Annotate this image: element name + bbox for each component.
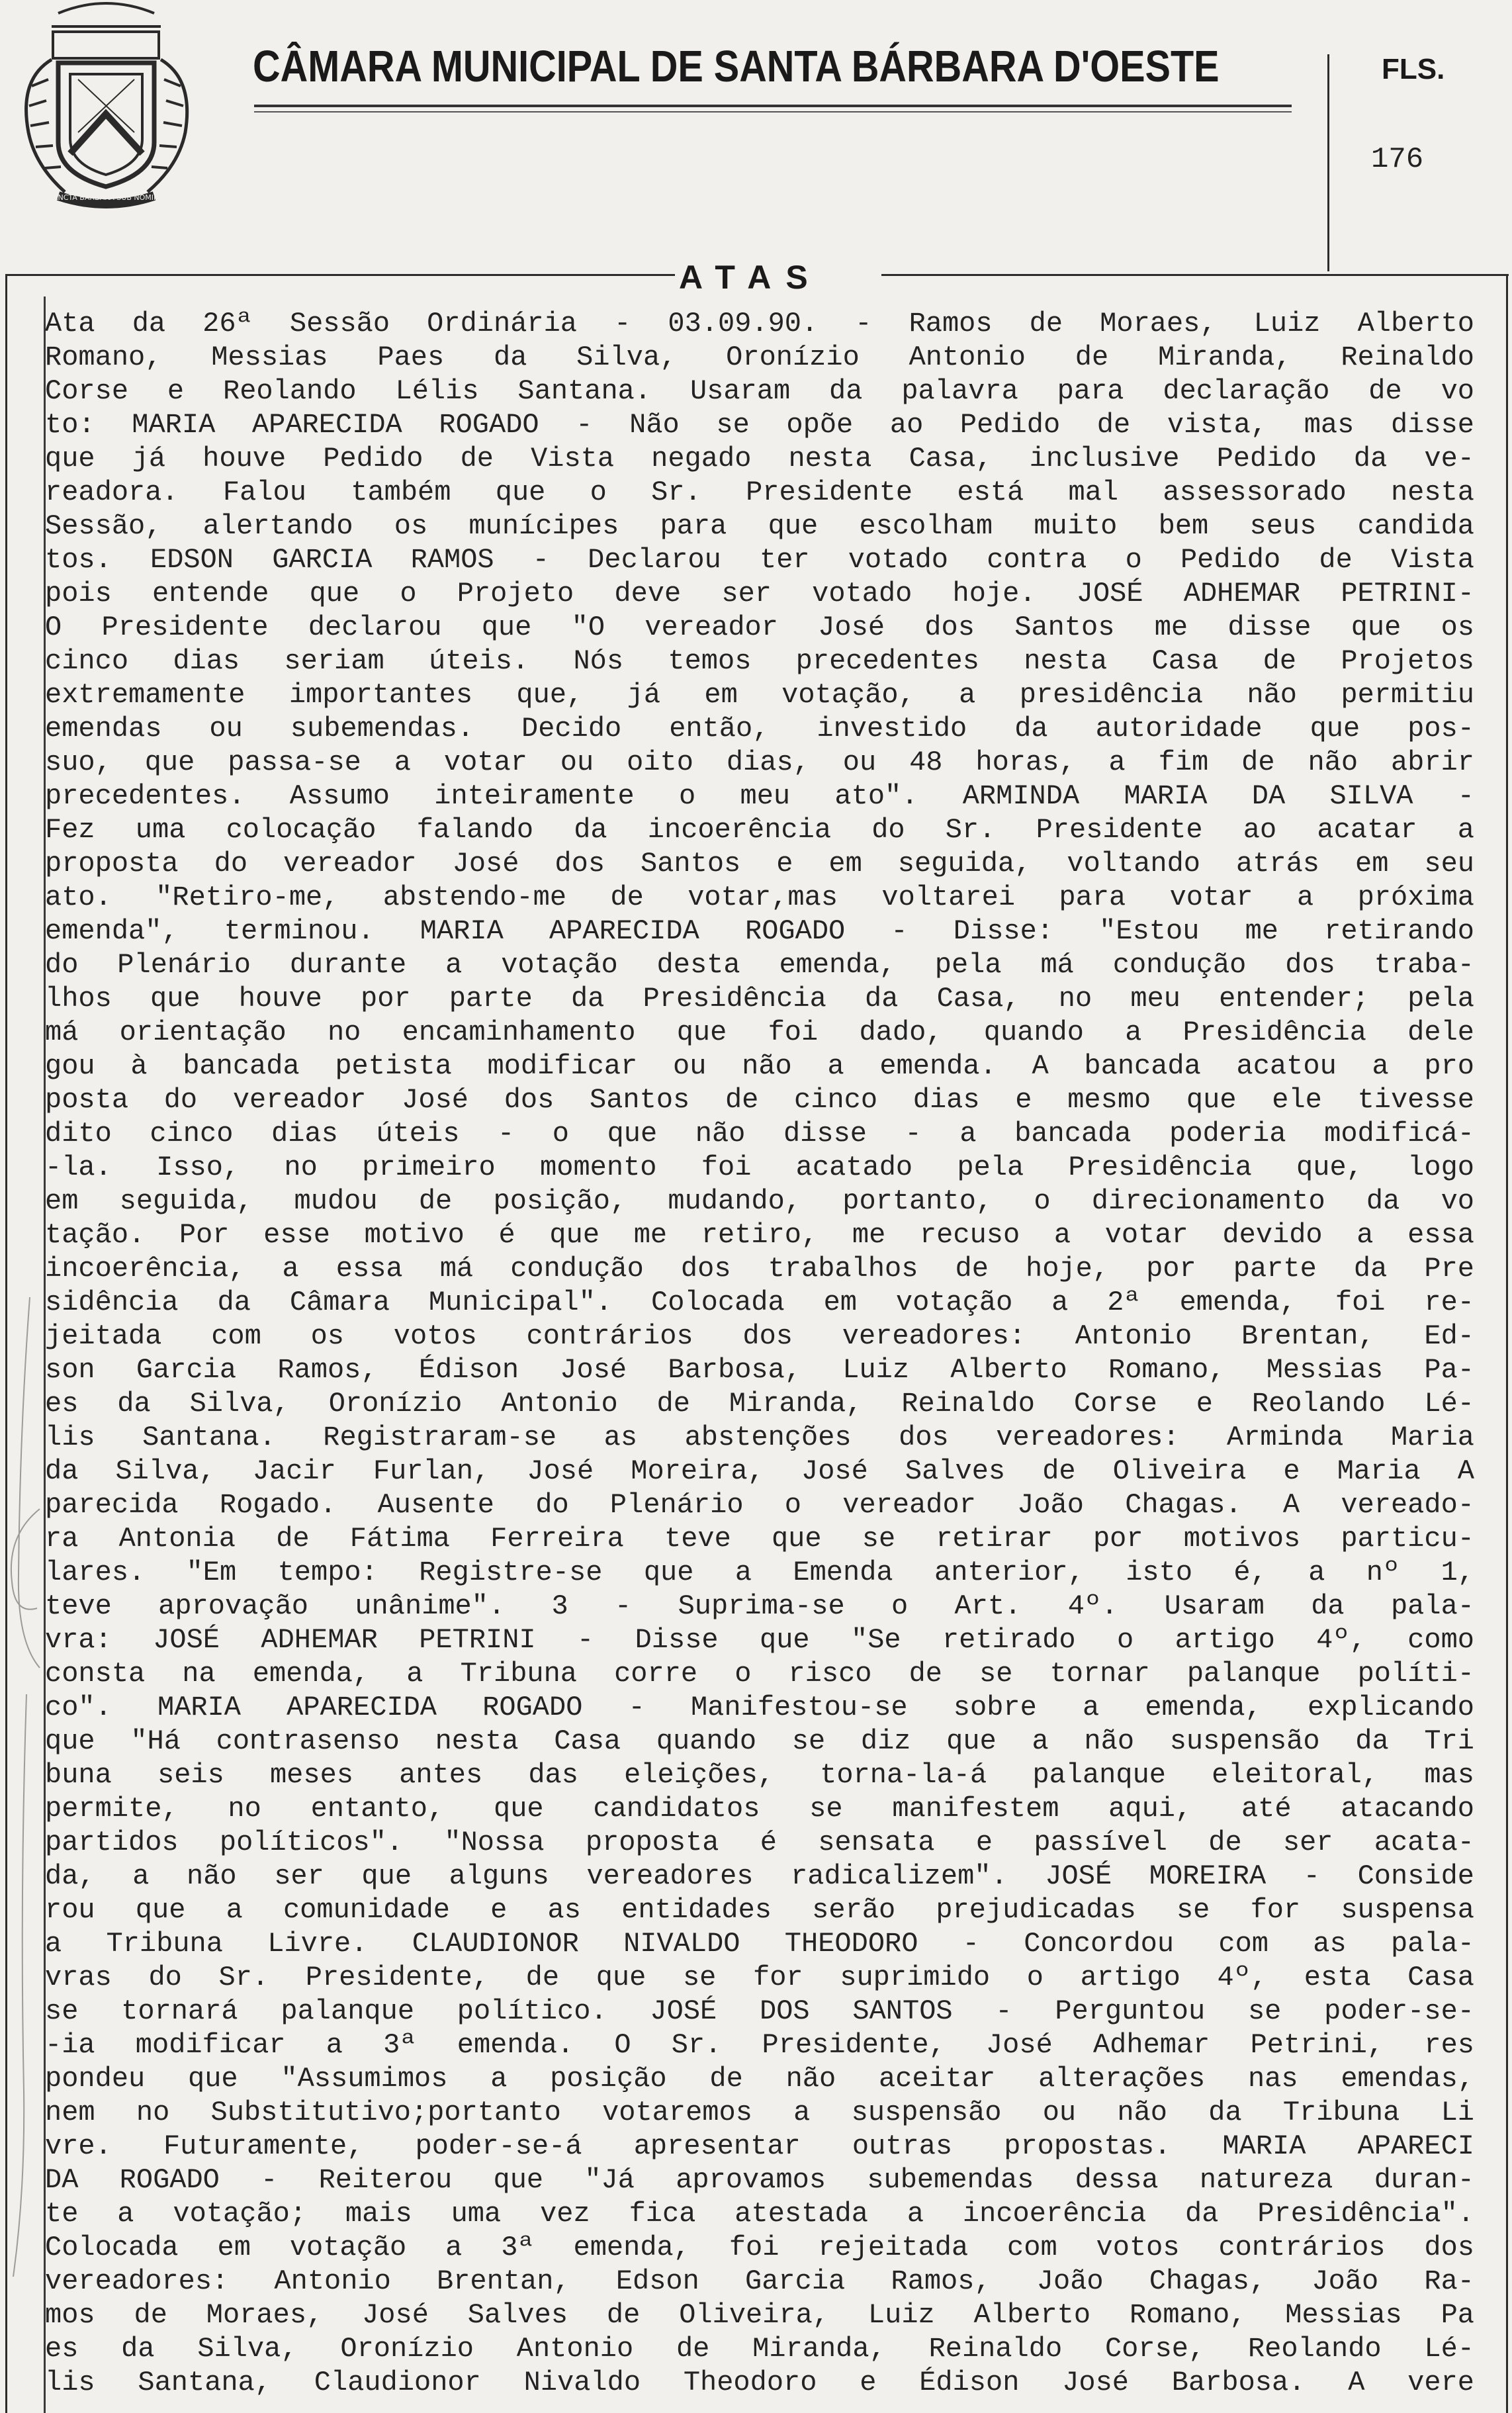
text-line: son Garcia Ramos, Édison José Barbosa, Luiz Alberto Romano, Messias Pa- (45, 1354, 1474, 1386)
text-line: parecida Rogado. Ausente do Plenário o vereador João Chagas. A vereado- (45, 1489, 1474, 1521)
text-line: es da Silva, Oronízio Antonio de Miranda, Reinaldo Corse e Reolando Lé- (45, 1388, 1474, 1420)
text-line: gou à bancada petista modificar ou não a emenda. A bancada acatou a pro (45, 1050, 1474, 1082)
minutes-text (45, 307, 1474, 2400)
frame-right-border (1506, 274, 1508, 2413)
text-line: partidos políticos". "Nossa proposta é sensata e passível de ser acata- (45, 1827, 1474, 1858)
section-rule-right (881, 274, 1509, 276)
text-line: extremamente importantes que, já em votação, a presidência não permitiu (45, 679, 1474, 711)
text-line: Colocada em votação a 3ª emenda, foi rejeitada com votos contrários dos (45, 2232, 1474, 2263)
text-line: dito cinco dias úteis - o que não disse - a bancada poderia modificá- (45, 1118, 1474, 1150)
text-line: O Presidente declarou que "O vereador José dos Santos me disse que os (45, 612, 1474, 643)
text-line: tos. EDSON GARCIA RAMOS - Declarou ter votado contra o Pedido de Vista (45, 544, 1474, 576)
text-line: do Plenário durante a votação desta emenda, pela má condução dos traba- (45, 949, 1474, 981)
text-line: Sessão, alertando os munícipes para que escolham muito bem seus candida (45, 510, 1474, 542)
text-line: jeitada com os votos contrários dos vereadores: Antonio Brentan, Ed- (45, 1320, 1474, 1352)
folio-label: FLS. (1382, 53, 1445, 85)
text-line: consta na emenda, a Tribuna corre o risco de se tornar palanque políti- (45, 1658, 1474, 1690)
text-line: teve aprovação unânime". 3 - Suprima-se o Art. 4º. Usaram da pala- (45, 1590, 1474, 1622)
text-line: ato. "Retiro-me, abstendo-me de votar,mas voltarei para votar a próxima (45, 882, 1474, 913)
text-line: Romano, Messias Paes da Silva, Oronízio Antonio de Miranda, Reinaldo (45, 341, 1474, 373)
folio-number: 176 (1371, 143, 1424, 176)
text-line: lhos que houve por parte da Presidência da Casa, no meu entender; pela (45, 983, 1474, 1015)
title-underline-secondary (254, 111, 1292, 113)
header-divider (1327, 54, 1329, 271)
text-line: emenda", terminou. MARIA APARECIDA ROGADO - Disse: "Estou me retirando (45, 915, 1474, 947)
text-line: DA ROGADO - Reiterou que "Já aprovamos subemendas dessa natureza duran- (45, 2164, 1474, 2196)
text-line: vre. Futuramente, poder-se-á apresentar outras propostas. MARIA APARECI (45, 2130, 1474, 2162)
text-line: vereadores: Antonio Brentan, Edson Garcia Ramos, João Chagas, João Ra- (45, 2265, 1474, 2297)
institution-title: CÂMARA MUNICIPAL DE SANTA BÁRBARA D'OESTE (253, 42, 1220, 91)
text-line: nem no Substitutivo;portanto votaremos a suspensão ou não da Tribuna Li (45, 2097, 1474, 2128)
text-line: ra Antonia de Fátima Ferreira teve que se retirar por motivos particu- (45, 1523, 1474, 1555)
text-line: -la. Isso, no primeiro momento foi acatado pela Presidência que, logo (45, 1152, 1474, 1183)
text-line: da, a não ser que alguns vereadores radicalizem". JOSÉ MOREIRA - Conside (45, 1860, 1474, 1892)
text-line: em seguida, mudou de posição, mudando, portanto, o direcionamento da vo (45, 1185, 1474, 1217)
text-line: se tornará palanque político. JOSÉ DOS SANTOS - Perguntou se poder-se- (45, 1995, 1474, 2027)
text-line: tação. Por esse motivo é que me retiro, me recuso a votar devido a essa (45, 1219, 1474, 1251)
text-line: sidência da Câmara Municipal". Colocada em votação a 2ª emenda, foi re- (45, 1287, 1474, 1318)
text-line: -ia modificar a 3ª emenda. O Sr. Presidente, José Adhemar Petrini, res (45, 2029, 1474, 2061)
text-line: posta do vereador José dos Santos de cinco dias e mesmo que ele tivesse (45, 1084, 1474, 1116)
section-title: ATAS (679, 259, 823, 296)
text-line: Corse e Reolando Lélis Santana. Usaram da palavra para declaração de vo (45, 375, 1474, 407)
text-line: es da Silva, Oronízio Antonio de Miranda, Reinaldo Corse, Reolando Lé- (45, 2333, 1474, 2365)
text-line: que "Há contrasenso nesta Casa quando se diz que a não suspensão da Tri (45, 1725, 1474, 1757)
seal-motto: SANCTA BARBARA SUB NOMINE (48, 193, 164, 202)
text-line: co". MARIA APARECIDA ROGADO - Manifestou-se sobre a emenda, explicando (45, 1692, 1474, 1723)
text-line: da Silva, Jacir Furlan, José Moreira, José Salves de Oliveira e Maria A (45, 1455, 1474, 1487)
text-line: readora. Falou também que o Sr. Presidente está mal assessorado nesta (45, 477, 1474, 508)
text-line: rou que a comunidade e as entidades serão prejudicadas se for suspensa (45, 1894, 1474, 1926)
text-line: Fez uma colocação falando da incoerência do Sr. Presidente ao acatar a (45, 814, 1474, 846)
text-line: mos de Moraes, José Salves de Oliveira, Luiz Alberto Romano, Messias Pa (45, 2299, 1474, 2331)
title-underline (254, 105, 1292, 107)
text-line: Ata da 26ª Sessão Ordinária - 03.09.90. - Ramos de Moraes, Luiz Alberto (45, 308, 1474, 340)
text-line: to: MARIA APARECIDA ROGADO - Não se opõe ao Pedido de vista, mas disse (45, 409, 1474, 441)
text-line: pondeu que "Assumimos a posição de não aceitar alterações nas emendas, (45, 2063, 1474, 2095)
text-line: suo, que passa-se a votar ou oito dias, ou 48 horas, a fim de não abrir (45, 747, 1474, 778)
municipal-seal-icon (12, 0, 200, 218)
text-line: lis Santana. Registraram-se as abstenções dos vereadores: Arminda Maria (45, 1422, 1474, 1453)
text-line: vras do Sr. Presidente, de que se for suprimido o artigo 4º, esta Casa (45, 1962, 1474, 1993)
text-line: que já houve Pedido de Vista negado nesta Casa, inclusive Pedido da ve- (45, 443, 1474, 475)
section-rule-left (5, 274, 675, 276)
text-line: lares. "Em tempo: Registre-se que a Emenda anterior, isto é, a nº 1, (45, 1557, 1474, 1588)
text-line: proposta do vereador José dos Santos e em seguida, voltando atrás em seu (45, 848, 1474, 880)
text-line: a Tribuna Livre. CLAUDIONOR NIVALDO THEODORO - Concordou com as pala- (45, 1928, 1474, 1960)
text-line: te a votação; mais uma vez fica atestada a incoerência da Presidência". (45, 2198, 1474, 2230)
text-line: precedentes. Assumo inteiramente o meu ato". ARMINDA MARIA DA SILVA - (45, 780, 1474, 812)
text-line: lis Santana, Claudionor Nivaldo Theodoro e Édison José Barbosa. A vere (45, 2367, 1474, 2398)
text-line: buna seis meses antes das eleições, torna-la-á palanque eleitoral, mas (45, 1759, 1474, 1791)
text-line: emendas ou subemendas. Decido então, investido da autoridade que pos- (45, 713, 1474, 745)
text-line: vra: JOSÉ ADHEMAR PETRINI - Disse que "Se retirado o artigo 4º, como (45, 1624, 1474, 1656)
text-line: permite, no entanto, que candidatos se manifestem aqui, até atacando (45, 1793, 1474, 1825)
text-line: incoerência, a essa má condução dos trabalhos de hoje, por parte da Pre (45, 1253, 1474, 1285)
text-line: pois entende que o Projeto deve ser votado hoje. JOSÉ ADHEMAR PETRINI- (45, 578, 1474, 610)
text-line: má orientação no encaminhamento que foi dado, quando a Presidência dele (45, 1017, 1474, 1048)
text-line: cinco dias seriam úteis. Nós temos precedentes nesta Casa de Projetos (45, 645, 1474, 677)
